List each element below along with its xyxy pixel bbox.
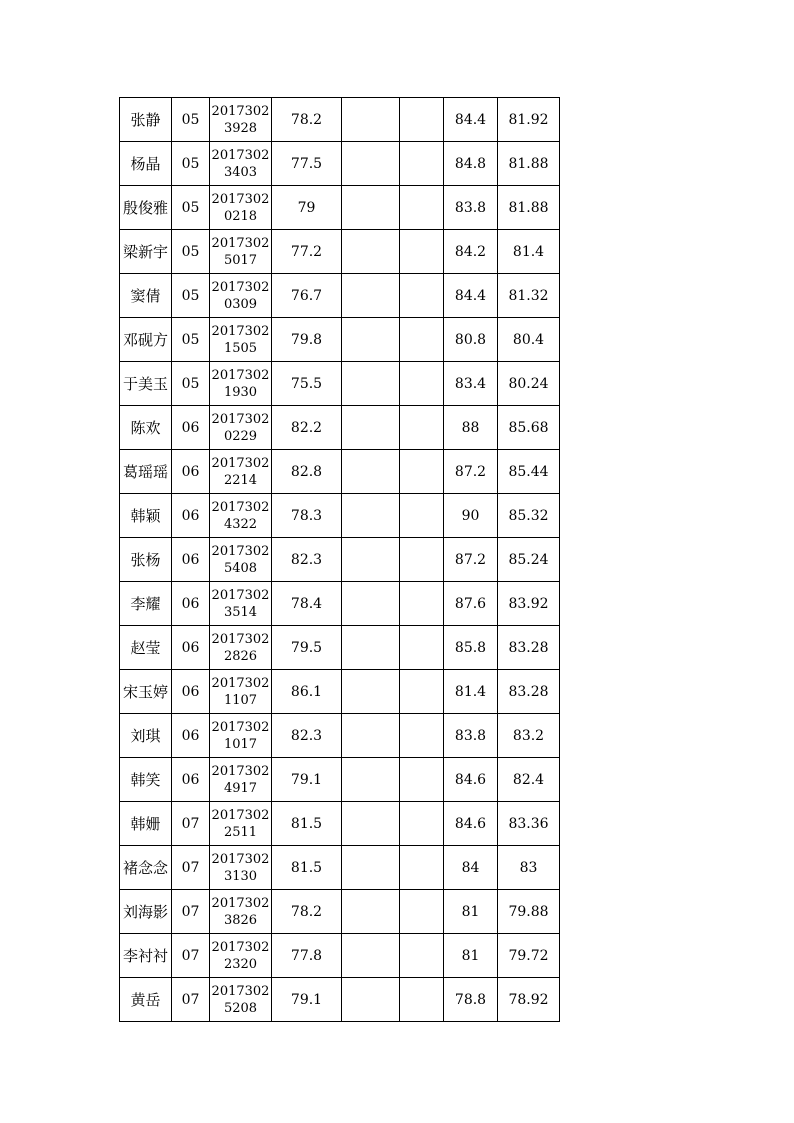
interview-score-cell: 87.6 <box>444 582 498 626</box>
exam-id-line: 2017302 <box>211 895 270 911</box>
empty-cell <box>400 582 444 626</box>
exam-id-cell <box>210 758 272 802</box>
exam-id-cell <box>210 186 272 230</box>
exam-id-line: 2017302 <box>211 147 270 163</box>
written-score-cell: 78.2 <box>272 890 342 934</box>
exam-id-line: 2214 <box>223 472 258 488</box>
interview-score-cell: 87.2 <box>444 450 498 494</box>
empty-cell <box>400 934 444 978</box>
candidate-name-cell: 殷俊雅 <box>120 186 172 230</box>
position-code-cell: 05 <box>172 362 210 406</box>
exam-id-line: 3403 <box>223 164 258 180</box>
exam-id-cell <box>210 274 272 318</box>
table-row <box>120 670 560 714</box>
exam-id-line: 4917 <box>223 780 258 796</box>
position-code-cell: 06 <box>172 670 210 714</box>
total-score-cell: 80.24 <box>498 362 560 406</box>
position-code-cell: 05 <box>172 142 210 186</box>
position-code-cell: 07 <box>172 934 210 978</box>
exam-id-cell <box>210 362 272 406</box>
empty-cell <box>400 362 444 406</box>
position-code-cell: 06 <box>172 714 210 758</box>
exam-id-line: 2017302 <box>211 543 270 559</box>
empty-cell <box>342 98 400 142</box>
candidate-name-cell: 刘琪 <box>120 714 172 758</box>
total-score-cell: 78.92 <box>498 978 560 1022</box>
empty-cell <box>342 582 400 626</box>
empty-cell <box>400 98 444 142</box>
written-score-cell: 77.2 <box>272 230 342 274</box>
total-score-cell: 83.36 <box>498 802 560 846</box>
candidate-name-cell: 褚念念 <box>120 846 172 890</box>
written-score-cell: 86.1 <box>272 670 342 714</box>
exam-id-line: 2017302 <box>211 631 270 647</box>
empty-cell <box>400 318 444 362</box>
position-code-cell: 07 <box>172 846 210 890</box>
candidate-name-cell: 于美玉 <box>120 362 172 406</box>
candidate-name-cell: 赵莹 <box>120 626 172 670</box>
interview-score-cell: 84.6 <box>444 802 498 846</box>
empty-cell <box>400 230 444 274</box>
candidate-name-cell: 梁新宇 <box>120 230 172 274</box>
empty-cell <box>400 450 444 494</box>
written-score-cell: 79.8 <box>272 318 342 362</box>
total-score-cell: 82.4 <box>498 758 560 802</box>
interview-score-cell: 84.4 <box>444 274 498 318</box>
table-row <box>120 802 560 846</box>
exam-id-line: 0309 <box>223 296 258 312</box>
exam-id-line: 1505 <box>223 340 258 356</box>
written-score-cell: 81.5 <box>272 802 342 846</box>
table-row <box>120 538 560 582</box>
exam-id-line: 3130 <box>223 868 258 884</box>
exam-id-line: 2017302 <box>211 851 270 867</box>
empty-cell <box>400 758 444 802</box>
interview-score-cell: 81.4 <box>444 670 498 714</box>
position-code-cell: 07 <box>172 802 210 846</box>
exam-id-line: 4322 <box>223 516 258 532</box>
exam-id-line: 5208 <box>223 1000 258 1016</box>
exam-id-line: 1107 <box>223 692 258 708</box>
position-code-cell: 05 <box>172 274 210 318</box>
exam-id-cell <box>210 230 272 274</box>
total-score-cell: 85.68 <box>498 406 560 450</box>
exam-id-cell <box>210 846 272 890</box>
exam-id-line: 2017302 <box>211 719 270 735</box>
empty-cell <box>342 274 400 318</box>
empty-cell <box>400 406 444 450</box>
table-body <box>120 98 560 1022</box>
candidate-name-cell: 邓砚方 <box>120 318 172 362</box>
empty-cell <box>342 494 400 538</box>
total-score-cell: 81.88 <box>498 186 560 230</box>
exam-id-line: 2017302 <box>211 939 270 955</box>
empty-cell <box>400 714 444 758</box>
candidate-name-cell: 刘海影 <box>120 890 172 934</box>
empty-cell <box>342 538 400 582</box>
interview-score-cell: 83.8 <box>444 186 498 230</box>
exam-id-line: 5408 <box>223 560 258 576</box>
position-code-cell: 06 <box>172 626 210 670</box>
table-row <box>120 758 560 802</box>
total-score-cell: 85.24 <box>498 538 560 582</box>
table-row <box>120 362 560 406</box>
total-score-cell: 81.32 <box>498 274 560 318</box>
total-score-cell: 81.92 <box>498 98 560 142</box>
empty-cell <box>342 758 400 802</box>
exam-id-cell <box>210 934 272 978</box>
table-row <box>120 934 560 978</box>
position-code-cell: 07 <box>172 978 210 1022</box>
exam-id-line: 2017302 <box>211 983 270 999</box>
exam-id-cell <box>210 494 272 538</box>
exam-id-line: 2511 <box>223 824 258 840</box>
empty-cell <box>342 450 400 494</box>
candidate-name-cell: 宋玉婷 <box>120 670 172 714</box>
written-score-cell: 82.8 <box>272 450 342 494</box>
table-row <box>120 494 560 538</box>
written-score-cell: 82.2 <box>272 406 342 450</box>
written-score-cell: 77.5 <box>272 142 342 186</box>
written-score-cell: 78.3 <box>272 494 342 538</box>
table-row <box>120 582 560 626</box>
total-score-cell: 83 <box>498 846 560 890</box>
total-score-cell: 85.32 <box>498 494 560 538</box>
candidate-name-cell: 陈欢 <box>120 406 172 450</box>
candidate-name-cell: 韩笑 <box>120 758 172 802</box>
empty-cell <box>342 230 400 274</box>
total-score-cell: 85.44 <box>498 450 560 494</box>
interview-score-cell: 84.2 <box>444 230 498 274</box>
candidate-name-cell: 韩颖 <box>120 494 172 538</box>
position-code-cell: 06 <box>172 582 210 626</box>
empty-cell <box>400 802 444 846</box>
interview-score-cell: 87.2 <box>444 538 498 582</box>
position-code-cell: 05 <box>172 230 210 274</box>
written-score-cell: 79 <box>272 186 342 230</box>
interview-score-cell: 83.8 <box>444 714 498 758</box>
exam-id-line: 0218 <box>223 208 258 224</box>
exam-id-line: 2017302 <box>211 455 270 471</box>
exam-id-line: 2320 <box>223 956 258 972</box>
exam-id-cell <box>210 538 272 582</box>
table-row <box>120 142 560 186</box>
exam-id-line: 1930 <box>223 384 258 400</box>
position-code-cell: 07 <box>172 890 210 934</box>
exam-id-line: 2017302 <box>211 763 270 779</box>
empty-cell <box>342 978 400 1022</box>
table-row <box>120 98 560 142</box>
interview-score-cell: 88 <box>444 406 498 450</box>
empty-cell <box>342 934 400 978</box>
written-score-cell: 82.3 <box>272 538 342 582</box>
empty-cell <box>400 890 444 934</box>
written-score-cell: 76.7 <box>272 274 342 318</box>
exam-id-cell <box>210 142 272 186</box>
exam-id-cell <box>210 978 272 1022</box>
interview-score-cell: 84.8 <box>444 142 498 186</box>
empty-cell <box>400 274 444 318</box>
exam-id-cell <box>210 714 272 758</box>
written-score-cell: 78.2 <box>272 98 342 142</box>
exam-id-line: 3928 <box>223 120 258 136</box>
empty-cell <box>342 406 400 450</box>
empty-cell <box>400 494 444 538</box>
empty-cell <box>400 978 444 1022</box>
position-code-cell: 06 <box>172 758 210 802</box>
exam-id-cell <box>210 802 272 846</box>
interview-score-cell: 90 <box>444 494 498 538</box>
exam-id-cell <box>210 890 272 934</box>
table-row <box>120 186 560 230</box>
exam-id-line: 2017302 <box>211 411 270 427</box>
table-row <box>120 890 560 934</box>
table-row <box>120 318 560 362</box>
exam-id-line: 2826 <box>223 648 258 664</box>
empty-cell <box>342 362 400 406</box>
exam-id-cell <box>210 670 272 714</box>
candidate-name-cell: 黄岳 <box>120 978 172 1022</box>
written-score-cell: 82.3 <box>272 714 342 758</box>
exam-id-line: 0229 <box>223 428 258 444</box>
candidate-name-cell: 葛瑶瑶 <box>120 450 172 494</box>
written-score-cell: 77.8 <box>272 934 342 978</box>
written-score-cell: 81.5 <box>272 846 342 890</box>
written-score-cell: 79.1 <box>272 758 342 802</box>
written-score-cell: 78.4 <box>272 582 342 626</box>
candidate-name-cell: 张静 <box>120 98 172 142</box>
exam-id-line: 2017302 <box>211 499 270 515</box>
table-row <box>120 846 560 890</box>
exam-id-line: 2017302 <box>211 323 270 339</box>
exam-id-line: 2017302 <box>211 191 270 207</box>
empty-cell <box>400 186 444 230</box>
empty-cell <box>342 318 400 362</box>
exam-id-line: 2017302 <box>211 367 270 383</box>
position-code-cell: 06 <box>172 406 210 450</box>
empty-cell <box>342 714 400 758</box>
exam-id-cell <box>210 318 272 362</box>
interview-score-cell: 81 <box>444 934 498 978</box>
empty-cell <box>400 142 444 186</box>
position-code-cell: 05 <box>172 186 210 230</box>
exam-id-cell <box>210 626 272 670</box>
table-row <box>120 978 560 1022</box>
empty-cell <box>342 846 400 890</box>
empty-cell <box>342 670 400 714</box>
interview-score-cell: 85.8 <box>444 626 498 670</box>
total-score-cell: 83.92 <box>498 582 560 626</box>
candidate-name-cell: 杨晶 <box>120 142 172 186</box>
empty-cell <box>342 186 400 230</box>
written-score-cell: 79.1 <box>272 978 342 1022</box>
interview-score-cell: 81 <box>444 890 498 934</box>
total-score-cell: 83.2 <box>498 714 560 758</box>
interview-score-cell: 80.8 <box>444 318 498 362</box>
total-score-cell: 79.72 <box>498 934 560 978</box>
table-row <box>120 626 560 670</box>
empty-cell <box>400 626 444 670</box>
total-score-cell: 81.88 <box>498 142 560 186</box>
written-score-cell: 75.5 <box>272 362 342 406</box>
exam-id-line: 2017302 <box>211 807 270 823</box>
total-score-cell: 83.28 <box>498 670 560 714</box>
exam-id-line: 3514 <box>223 604 258 620</box>
empty-cell <box>400 538 444 582</box>
exam-id-line: 1017 <box>223 736 258 752</box>
exam-id-cell <box>210 582 272 626</box>
empty-cell <box>342 142 400 186</box>
table-row <box>120 230 560 274</box>
candidate-name-cell: 李耀 <box>120 582 172 626</box>
position-code-cell: 06 <box>172 494 210 538</box>
score-table <box>119 97 560 1022</box>
interview-score-cell: 83.4 <box>444 362 498 406</box>
exam-id-line: 2017302 <box>211 235 270 251</box>
total-score-cell: 79.88 <box>498 890 560 934</box>
position-code-cell: 06 <box>172 450 210 494</box>
candidate-name-cell: 张杨 <box>120 538 172 582</box>
total-score-cell: 80.4 <box>498 318 560 362</box>
total-score-cell: 81.4 <box>498 230 560 274</box>
exam-id-cell <box>210 406 272 450</box>
exam-id-cell <box>210 450 272 494</box>
table-row <box>120 714 560 758</box>
exam-id-line: 2017302 <box>211 279 270 295</box>
candidate-name-cell: 窦倩 <box>120 274 172 318</box>
position-code-cell: 05 <box>172 98 210 142</box>
written-score-cell: 79.5 <box>272 626 342 670</box>
empty-cell <box>400 846 444 890</box>
exam-id-line: 2017302 <box>211 587 270 603</box>
interview-score-cell: 84 <box>444 846 498 890</box>
position-code-cell: 05 <box>172 318 210 362</box>
empty-cell <box>342 890 400 934</box>
exam-id-line: 2017302 <box>211 675 270 691</box>
empty-cell <box>342 626 400 670</box>
interview-score-cell: 84.4 <box>444 98 498 142</box>
table-row <box>120 450 560 494</box>
exam-id-line: 5017 <box>223 252 258 268</box>
interview-score-cell: 78.8 <box>444 978 498 1022</box>
exam-id-line: 2017302 <box>211 103 270 119</box>
candidate-name-cell: 韩姗 <box>120 802 172 846</box>
exam-id-line: 3826 <box>223 912 258 928</box>
table-row <box>120 406 560 450</box>
position-code-cell: 06 <box>172 538 210 582</box>
empty-cell <box>400 670 444 714</box>
exam-id-cell <box>210 98 272 142</box>
total-score-cell: 83.28 <box>498 626 560 670</box>
candidate-name-cell: 李衬衬 <box>120 934 172 978</box>
interview-score-cell: 84.6 <box>444 758 498 802</box>
table-row <box>120 274 560 318</box>
empty-cell <box>342 802 400 846</box>
